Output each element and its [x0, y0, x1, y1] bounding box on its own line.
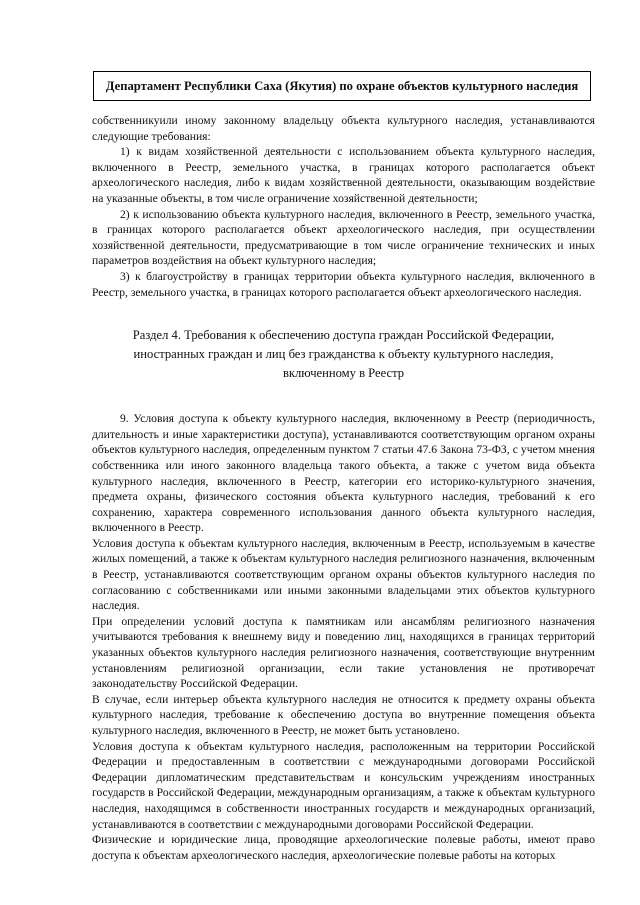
paragraph: 9. Условия доступа к объекту культурного наследия, включенному в Реестр (периодичность, длительность и иные характеристики доступа), устанавливаются соответствующим органом охраны объектов культурного наследия, определенным пунктом 7 статьи 47.6 Закона 73-ФЗ, с учетом мнения собственника или иного законного владельца такого объекта, а также с учетом вида объекта культурного наследия, включенного в Реестр, категории его историко-культурного значения, предмета охраны, физического состояния объекта культурного наследия, требований к его сохранению, характера современного использования данного объекта культурного наследия, включенного в Реестр.	[92, 412, 595, 535]
section-heading-line: иностранных граждан и лиц без гражданства к объекту культурного наследия,	[133, 347, 554, 362]
paragraph: Физические и юридические лица, проводящие археологические полевые работы, имеют право доступа к объектам археологического наследия, археологические полевые работы на которых	[92, 833, 595, 862]
section-heading	[92, 326, 595, 383]
paragraph: Условия доступа к объектам культурного наследия, расположенным на территории Российской Федерации и предоставленным в соответствии с международными договорами Российской Федерации дипломатическим представительствам и консульским учреждениям иностранных государств в Российской Федерации, международным организациям, а также к объектам культурного наследия, находящимся в собственности иностранных государств и международных организаций, устанавливаются в соответствии с международными договорами Российской Федерации.	[92, 739, 595, 831]
department-title: Департамент Республики Саха (Якутия) по охране объектов культурного наследия	[105, 78, 579, 93]
section-body	[92, 411, 595, 863]
paragraph: Условия доступа к объектам культурного наследия, включенным в Реестр, используемым в качестве жилых помещений, а также к объектам культурного наследия религиозного назначения, включенным в Реестр, устанавливаются соответствующим органом охраны объектов культурного наследия по согласованию с собственниками или иными законными владельцами этих объектов культурного наследия.	[92, 536, 595, 613]
department-header	[93, 71, 591, 101]
paragraph: 1) к видам хозяйственной деятельности с использованием объекта культурного наследия, включенного в Реестр, земельного участка, в границах которого располагается объект археологического наследия, либо к видам хозяйственной деятельности, оказывающим воздействие на указанные объекты, в том числе ограничение хозяйственной деятельности;	[92, 145, 595, 205]
paragraph: собственникуили иному законному владельцу объекта культурного наследия, устанавливаются следующие требования:	[92, 114, 595, 143]
document-body	[92, 113, 595, 863]
paragraph: 3) к благоустройству в границах территории объекта культурного наследия, включенного в Реестр, земельного участка, в границах которого располагается объект археологического наследия.	[92, 269, 595, 299]
paragraph: 2) к использованию объекта культурного наследия, включенного в Реестр, земельного участка, в границах которого располагается объект археологического наследия, при осуществлении хозяйственной деятельности, предусматривающие в том числе ограничение технических и иных параметров воздействия на объект культурного наследия;	[92, 207, 595, 268]
paragraph: В случае, если интерьер объекта культурного наследия не относится к предмету охраны объекта культурного наследия, требование к обеспечению доступа во внутренние помещения объекта культурного наследия, включенного в Реестр, не может быть установлено.	[92, 692, 595, 737]
requirements-list	[92, 113, 595, 300]
section-heading-line: Раздел 4. Требования к обеспечению доступа граждан Российской Федерации,	[132, 328, 555, 343]
section-heading-line: включенному в Реестр	[282, 366, 405, 381]
paragraph: При определении условий доступа к памятникам или ансамблям религиозного назначения учитываются требования к внешнему виду и поведению лиц, находящихся в границах территорий указанных объектов культурного наследия религиозного назначения, соответствующие внутренним установлениям религиозной организации, если такие установления не противоречат законодательству Российской Федерации.	[92, 614, 595, 691]
